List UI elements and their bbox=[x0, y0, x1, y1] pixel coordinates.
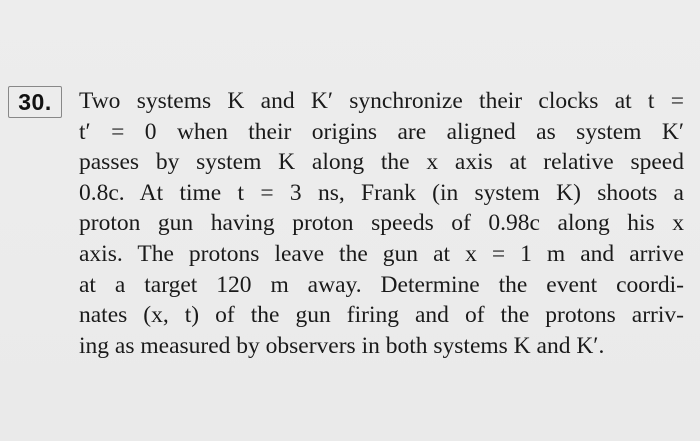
problem-statement bbox=[79, 86, 684, 361]
problem-line: proton gun having proton speeds of 0.98c along his x bbox=[79, 210, 684, 237]
problem-line: axis. The protons leave the gun at x = 1 m and arrive bbox=[79, 240, 684, 267]
problem-line: 0.8c. At time t = 3 ns, Frank (in system K) shoots a bbox=[79, 179, 684, 206]
problem-line: at a target 120 m away. Determine the event coordi- bbox=[79, 271, 684, 298]
problem-line: ing as measured by observers in both systems K and K′. bbox=[79, 332, 605, 359]
problem-number: 30. bbox=[8, 86, 62, 118]
problem-line: nates (x, t) of the gun firing and of the protons arriv- bbox=[79, 302, 684, 329]
problem-line: Two systems K and K′ synchronize their clocks at t = bbox=[79, 88, 684, 114]
problem-line: passes by system K along the x axis at relative speed bbox=[79, 149, 684, 176]
problem-line: t′ = 0 when their origins are aligned as system K′ bbox=[79, 118, 684, 145]
